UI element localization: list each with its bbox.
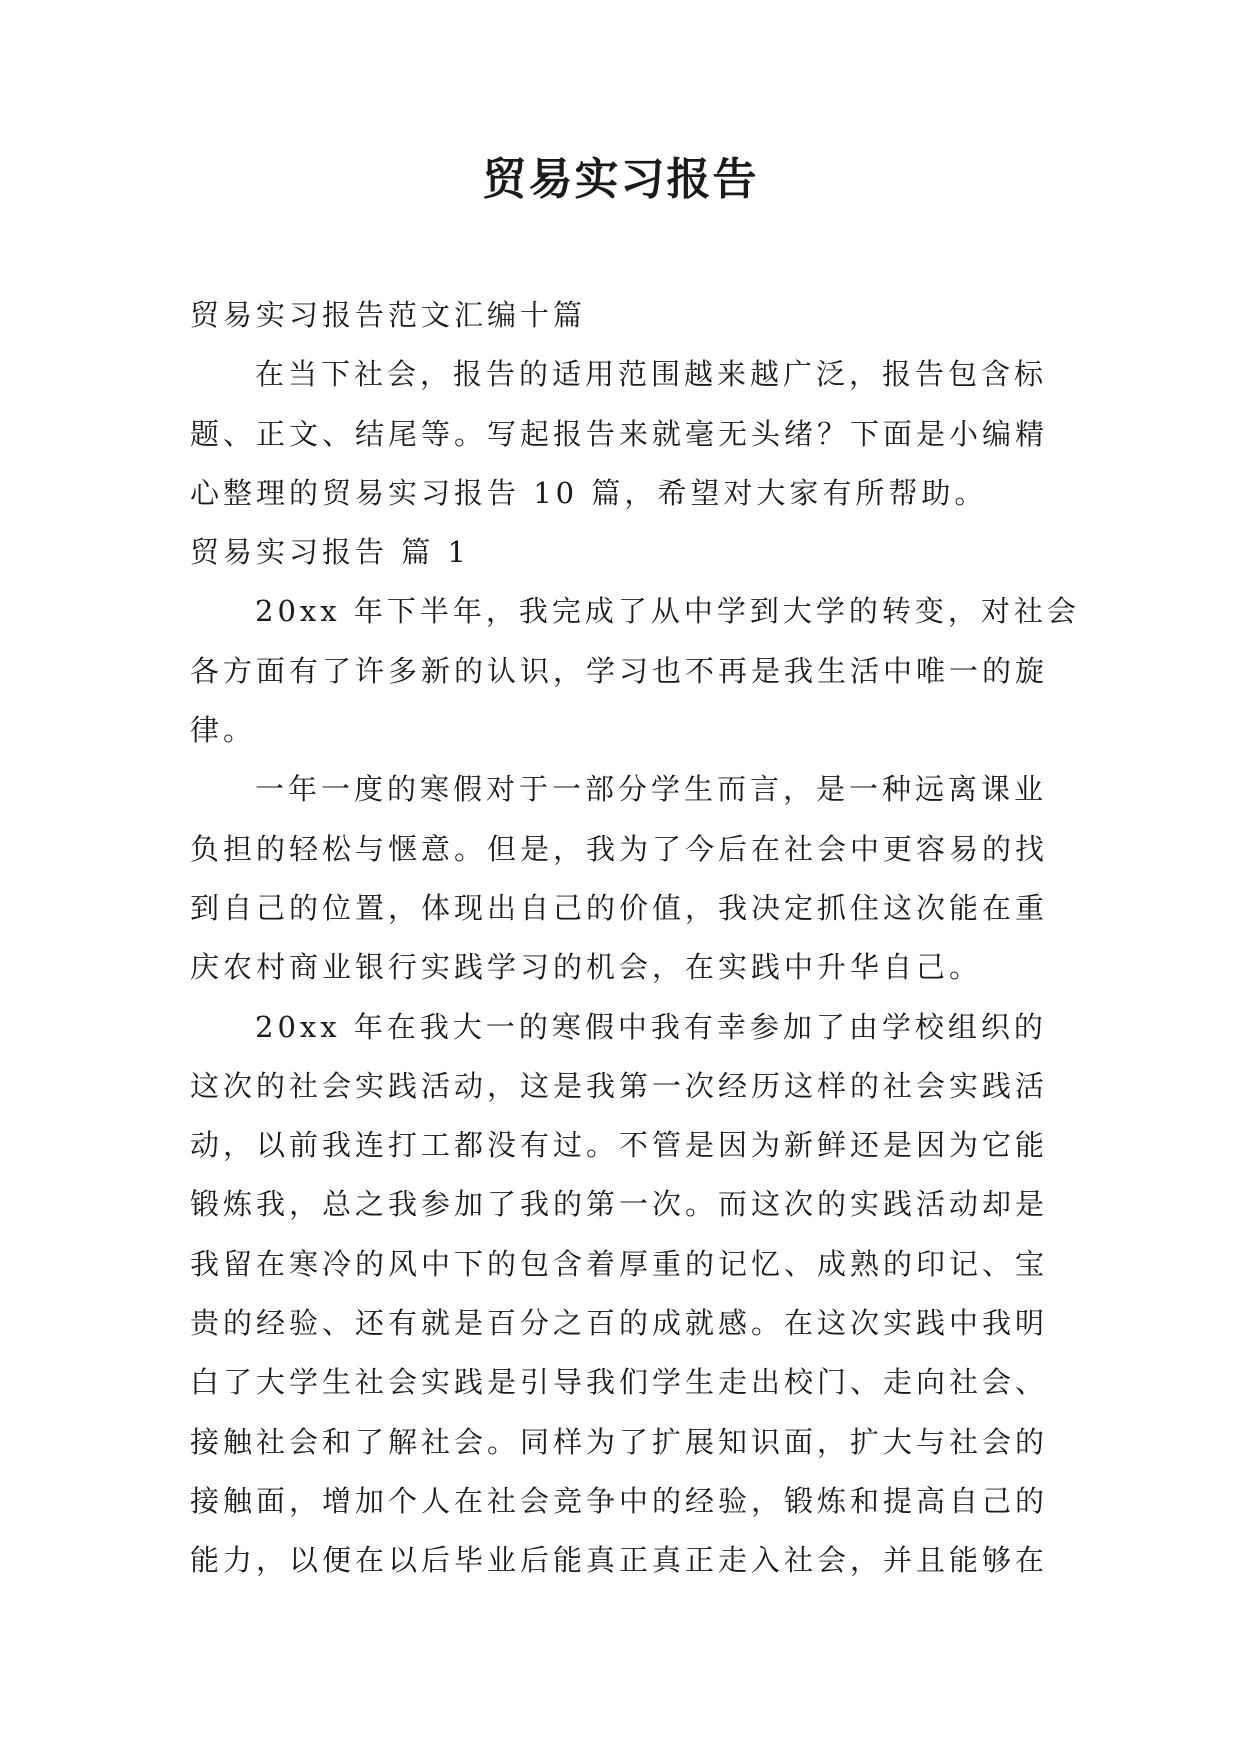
document-title: 贸易实习报告 [482, 154, 759, 205]
text-line: 白了大学生社会实践是引导我们学生走出校门、走向社会、 [190, 1365, 1049, 1400]
text-line: 能力，以便在以后毕业后能真正真正走入社会，并且能够在 [190, 1543, 1049, 1578]
text-line: 在当下社会，报告的适用范围越来越广泛，报告包含标 [255, 357, 1048, 392]
section-heading: 贸易实习报告 篇 1 [190, 535, 470, 570]
text-line: 心整理的贸易实习报告 10 篇，希望对大家有所帮助。 [190, 475, 988, 510]
document-body [190, 286, 1080, 1591]
text-line: 庆农村商业银行实践学习的机会，在实践中升华自己。 [190, 950, 983, 985]
text-line: 一年一度的寒假对于一部分学生而言，是一种远离课业 [255, 772, 1048, 807]
text-line: 接触社会和了解社会。同样为了扩展知识面，扩大与社会的 [190, 1424, 1049, 1459]
text-line: 题、正文、结尾等。写起报告来就毫无头绪？下面是小编精 [190, 416, 1049, 451]
text-line: 接触面，增加个人在社会竞争中的经验，锻炼和提高自己的 [190, 1483, 1049, 1518]
text-line: 这次的社会实践活动，这是我第一次经历这样的社会实践活 [190, 1068, 1049, 1103]
text-line: 负担的轻松与惬意。但是，我为了今后在社会中更容易的找 [190, 831, 1049, 866]
text-line: 律。 [190, 713, 257, 748]
text-line: 动，以前我连打工都没有过。不管是因为新鲜还是因为它能 [190, 1128, 1049, 1163]
text-line: 到自己的位置，体现出自己的价值，我决定抓住这次能在重 [190, 890, 1049, 925]
text-line: 各方面有了许多新的认识，学习也不再是我生活中唯一的旋 [190, 653, 1049, 688]
text-line: 我留在寒冷的风中下的包含着厚重的记忆、成熟的印记、宝 [190, 1246, 1049, 1281]
text-line: 锻炼我，总之我参加了我的第一次。而这次的实践活动却是 [190, 1187, 1049, 1222]
text-line: 20xx 年下半年，我完成了从中学到大学的转变，对社会 [255, 594, 1080, 629]
text-line: 贸易实习报告范文汇编十篇 [190, 298, 587, 332]
text-line: 贵的经验、还有就是百分之百的成就感。在这次实践中我明 [190, 1306, 1049, 1341]
text-line: 20xx 年在我大一的寒假中我有幸参加了由学校组织的 [255, 1009, 1047, 1044]
